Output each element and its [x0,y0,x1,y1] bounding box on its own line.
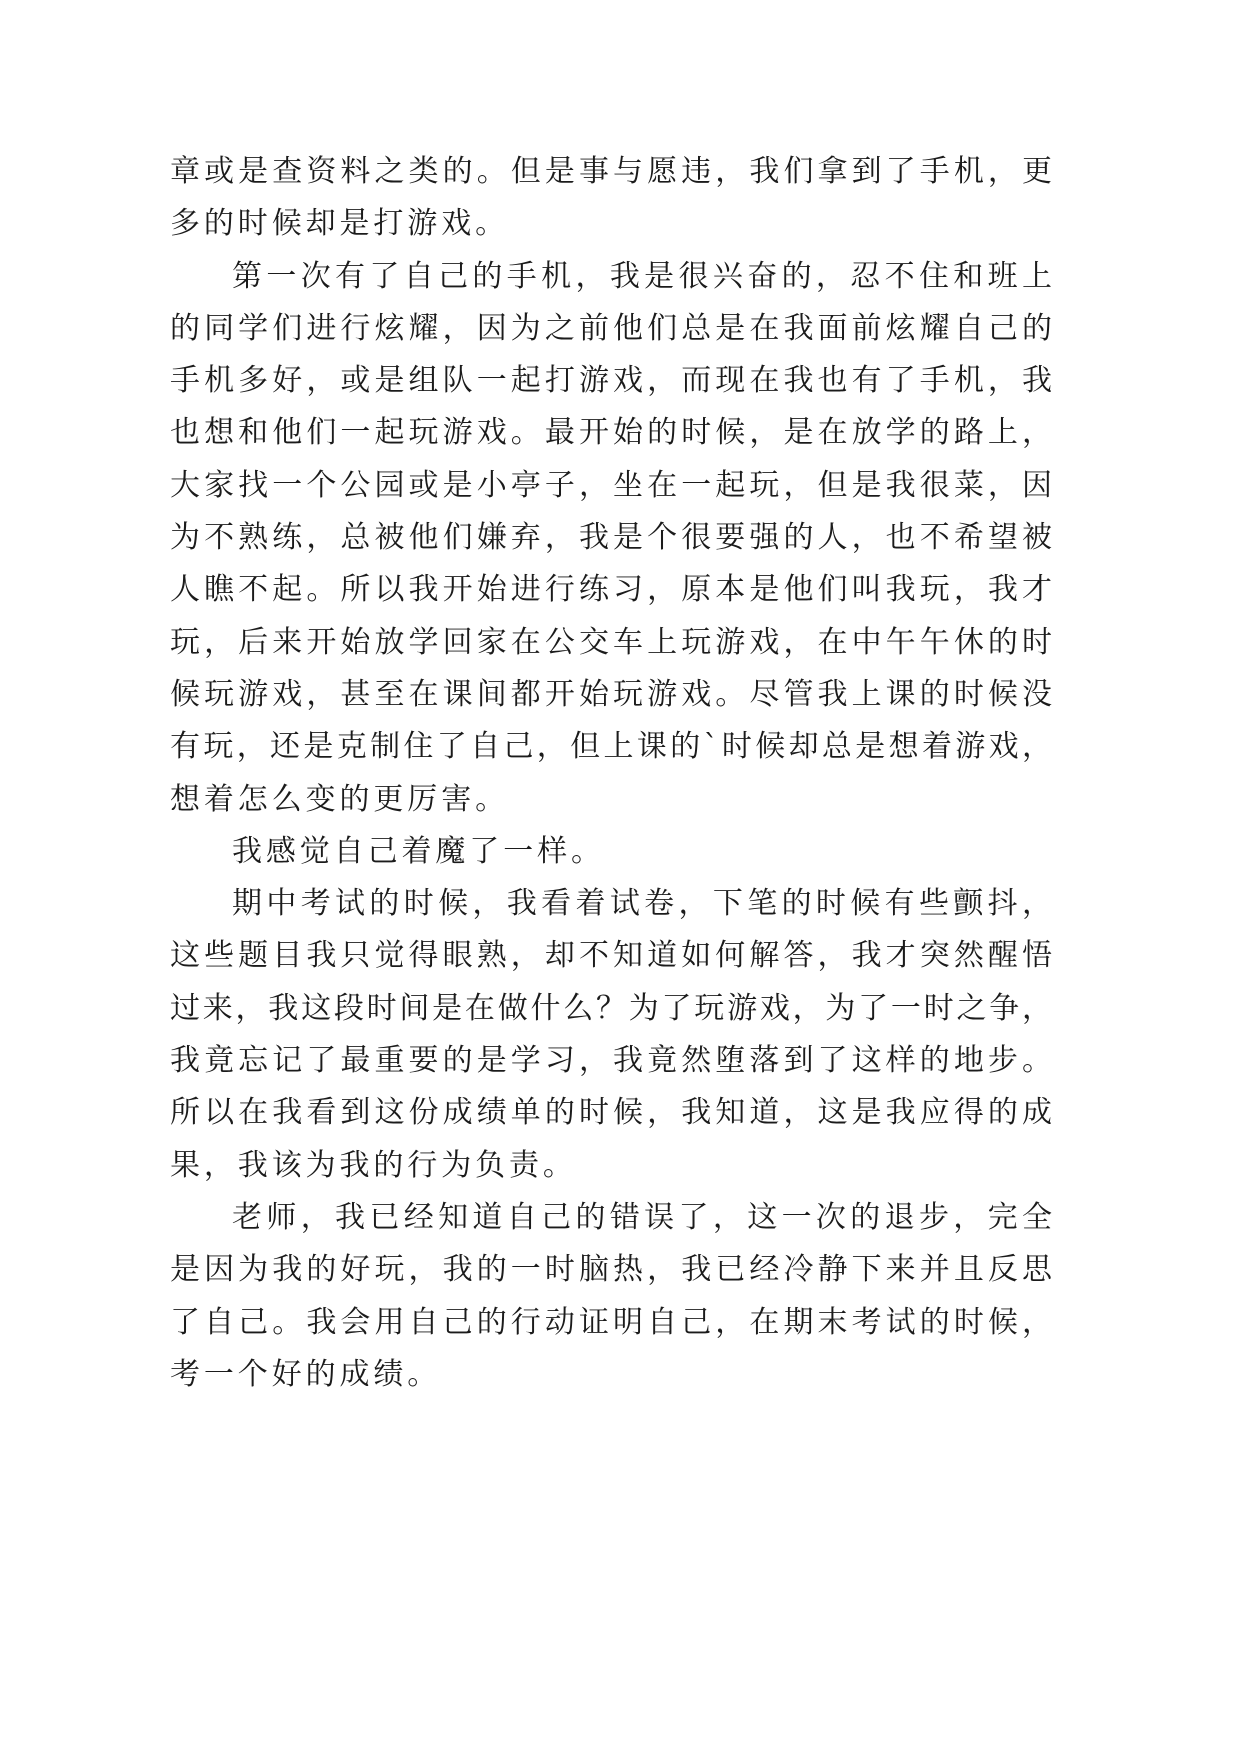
paragraph [170,826,1052,878]
text-line: 了自己。我会用自己的行动证明自己，在期末考试的时候， [170,1304,1052,1340]
paragraph [170,878,1052,1192]
text-line: 我竟忘记了最重要的是学习，我竟然堕落到了这样的地步。 [170,1043,1052,1079]
text-line: 也想和他们一起玩游戏。最开始的时候，是在放学的路上， [170,415,1052,451]
text-line: 所以在我看到这份成绩单的时候，我知道，这是我应得的成 [170,1095,1052,1131]
document-body [170,146,1052,1401]
text-line: 章或是查资料之类的。但是事与愿违，我们拿到了手机，更 [170,154,1052,189]
text-line: 人瞧不起。所以我开始进行练习，原本是他们叫我玩，我才 [170,572,1052,608]
paragraph [170,1192,1052,1401]
text-line: 多的时候却是打游戏。 [170,206,509,242]
text-line: 的同学们进行炫耀，因为之前他们总是在我面前炫耀自己的 [170,310,1052,346]
text-line: 手机多好，或是组队一起打游戏，而现在我也有了手机，我 [170,363,1052,399]
text-line: 大家找一个公园或是小亭子，坐在一起玩，但是我很菜，因 [170,467,1052,503]
text-line: 考一个好的成绩。 [170,1356,442,1392]
text-line: 第一次有了自己的手机，我是很兴奋的，忍不住和班上 [232,258,1052,294]
paragraph [170,251,1052,826]
paragraph [170,146,1052,251]
text-line: 过来，我这段时间是在做什么？为了玩游戏，为了一时之争， [170,990,1052,1026]
text-line: 候玩游戏，甚至在课间都开始玩游戏。尽管我上课的时候没 [170,676,1052,712]
text-line: 有玩，还是克制住了自己，但上课的`时候却总是想着游戏， [170,729,1052,765]
text-line: 这些题目我只觉得眼熟，却不知道如何解答，我才突然醒悟 [170,938,1052,974]
text-line: 想着怎么变的更厉害。 [170,781,509,817]
text-line: 老师，我已经知道自己的错误了，这一次的退步，完全 [232,1199,1052,1235]
text-line: 果，我该为我的行为负责。 [170,1147,577,1183]
text-line: 是因为我的好玩，我的一时脑热，我已经冷静下来并且反思 [170,1252,1052,1288]
text-line: 玩，后来开始放学回家在公交车上玩游戏，在中午午休的时 [170,624,1052,660]
text-line: 期中考试的时候，我看着试卷，下笔的时候有些颤抖， [232,886,1052,922]
text-line: 我感觉自己着魔了一样。 [232,833,605,869]
text-line: 为不熟练，总被他们嫌弃，我是个很要强的人，也不希望被 [170,520,1052,556]
